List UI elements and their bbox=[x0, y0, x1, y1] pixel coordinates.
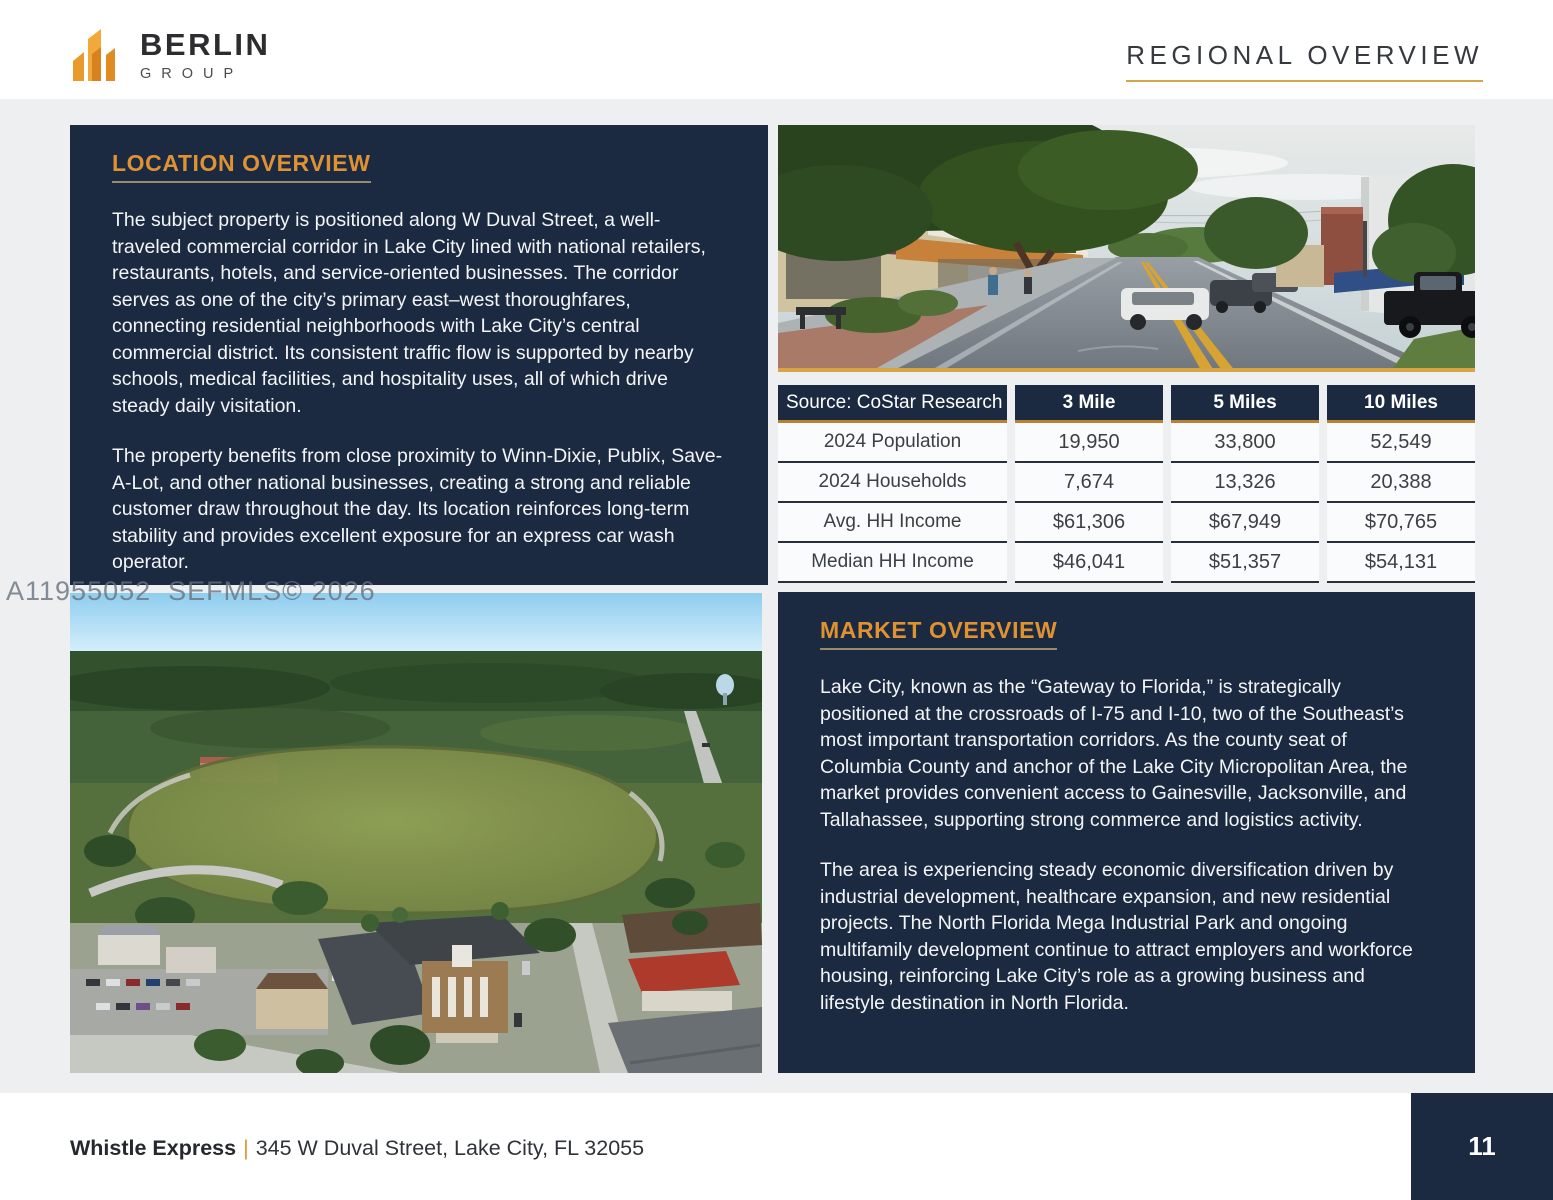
table-cell: $51,357 bbox=[1171, 543, 1319, 583]
page-title: REGIONAL OVERVIEW bbox=[1126, 40, 1483, 82]
table-cell: 20,388 bbox=[1327, 463, 1475, 503]
street-view-photo bbox=[778, 125, 1475, 372]
table-cell: $67,949 bbox=[1171, 503, 1319, 543]
market-overview-panel bbox=[778, 592, 1475, 1073]
table-cell: 7,674 bbox=[1015, 463, 1163, 503]
brand-subname: GROUP bbox=[140, 66, 244, 83]
table-cell: 13,326 bbox=[1171, 463, 1319, 503]
brand-text bbox=[140, 26, 271, 83]
page-number-box bbox=[1411, 1093, 1553, 1200]
table-cell: 33,800 bbox=[1171, 423, 1319, 463]
brand-name: BERLIN bbox=[140, 26, 271, 62]
location-overview-paragraph-1: The subject property is positioned along W Duval Street, a well-traveled commercial corridor in Lake City lined with national retailers, restaurants, hotels, and service-oriented businesses. The corridor serves as one of the city’s primary east–west thoroughfares, connecting residential neighborhoods with Lake City’s central commercial district. Its consistent traffic flow is supported by nearby schools, medical facilities, and hospitality uses, all of which drive steady daily visitation. bbox=[112, 209, 706, 417]
market-overview-title: MARKET OVERVIEW bbox=[820, 617, 1057, 650]
location-overview-paragraph-2: The property benefits from close proximity to Winn-Dixie, Publix, Save-A-Lot, and other national businesses, creating a strong and reliable customer draw throughout the day. Its location reinforces long-term stability and provides excellent exposure for an express car wash operator. bbox=[112, 445, 723, 574]
table-col-3mile: 3 Mile bbox=[1015, 385, 1163, 423]
building-bars-icon bbox=[68, 24, 124, 87]
aerial-lake-photo bbox=[70, 593, 762, 1073]
location-overview-panel bbox=[70, 125, 768, 585]
market-overview-paragraph-1: Lake City, known as the “Gateway to Florida,” is strategically positioned at the crossroads of I-75 and I-10, two of the Southeast’s most important transportation corridors. As the county seat of Columbia County and anchor of the Lake City Micropolitan Area, the market provides convenient access to Gainesville, Jacksonville, and Tallahassee, supporting strong commerce and logistics activity. bbox=[820, 676, 1408, 831]
brand-logo bbox=[68, 24, 270, 87]
table-cell: $54,131 bbox=[1327, 543, 1475, 583]
table-row-label: Avg. HH Income bbox=[778, 503, 1007, 543]
page-header bbox=[0, 0, 1553, 99]
table-row-label: Median HH Income bbox=[778, 543, 1007, 583]
table-cell: 19,950 bbox=[1015, 423, 1163, 463]
table-source-label: Source: CoStar Research bbox=[778, 385, 1007, 423]
table-cell: 52,549 bbox=[1327, 423, 1475, 463]
footer-separator: | bbox=[243, 1136, 249, 1160]
market-overview-paragraph-2: The area is experiencing steady economic diversification driven by industrial development, healthcare expansion, and new residential projects. The North Florida Mega Industrial Park and ongoing multifamily development continue to attract employers and workforce housing, reinforcing Lake City’s role as a growing business and lifestyle destination in North Florida. bbox=[820, 859, 1413, 1014]
table-col-5miles: 5 Miles bbox=[1171, 385, 1319, 423]
table-cell: $61,306 bbox=[1015, 503, 1163, 543]
table-cell: $70,765 bbox=[1327, 503, 1475, 543]
mls-watermark: A11955052 SEFMLS© 2026 bbox=[6, 576, 376, 606]
location-overview-title: LOCATION OVERVIEW bbox=[112, 150, 371, 183]
footer-line bbox=[70, 1136, 644, 1161]
table-row-label: 2024 Population bbox=[778, 423, 1007, 463]
table-row bbox=[778, 423, 1475, 463]
table-row-label: 2024 Households bbox=[778, 463, 1007, 503]
table-row bbox=[778, 543, 1475, 583]
footer-property-name: Whistle Express bbox=[70, 1136, 237, 1160]
table-header-row bbox=[778, 385, 1475, 423]
page-number: 11 bbox=[1468, 1131, 1496, 1161]
table-row bbox=[778, 463, 1475, 503]
footer-address: 345 W Duval Street, Lake City, FL 32055 bbox=[255, 1136, 645, 1160]
table-row bbox=[778, 503, 1475, 543]
table-cell: $46,041 bbox=[1015, 543, 1163, 583]
table-col-10miles: 10 Miles bbox=[1327, 385, 1475, 423]
demographics-table bbox=[778, 385, 1475, 583]
